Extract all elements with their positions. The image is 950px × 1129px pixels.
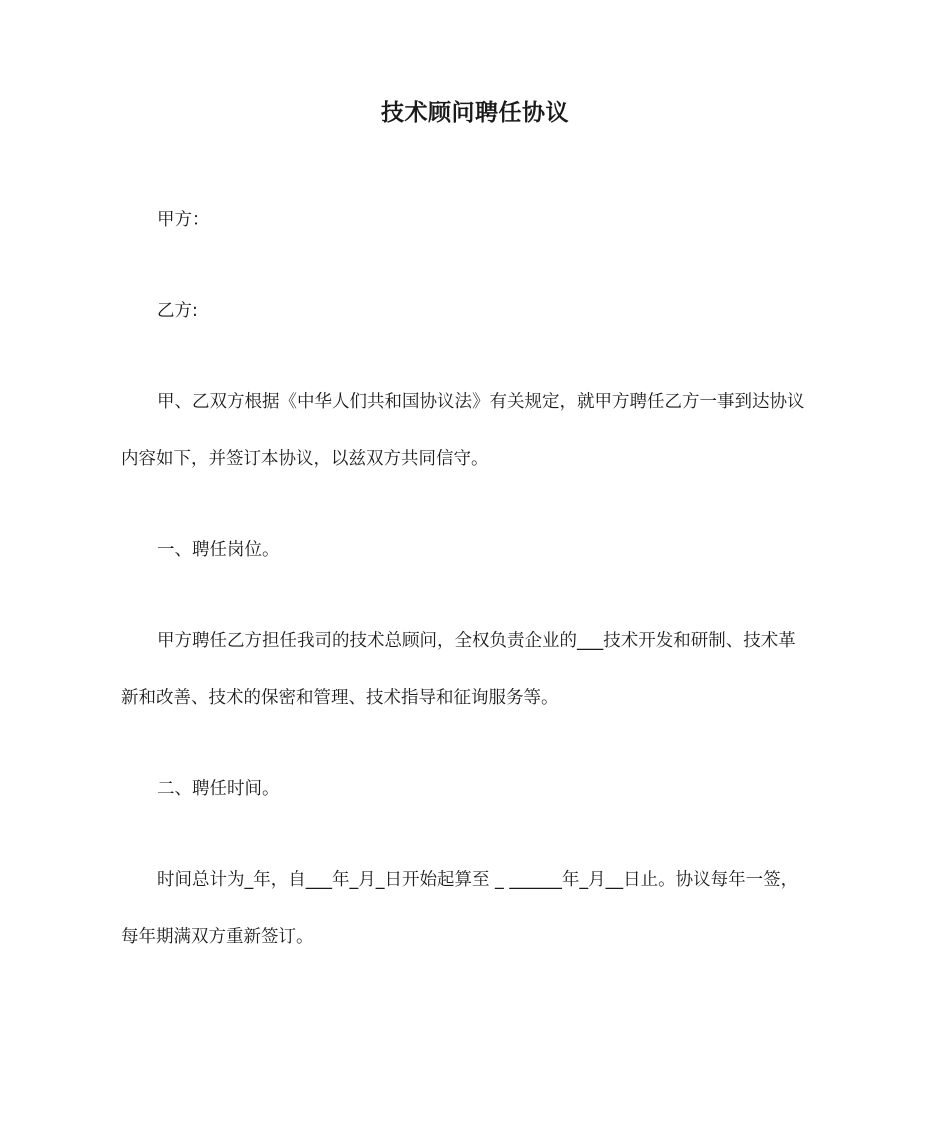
intro-paragraph-line-1: 甲、乙双方根据《中华人们共和国协议法》有关规定，就甲方聘任乙方一事到达协议 xyxy=(157,392,805,412)
party-a-label: 甲方： xyxy=(157,210,210,230)
intro-paragraph-line-2: 内容如下，并签订本协议，以兹双方共同信守。 xyxy=(121,449,489,469)
document-title: 技术顾问聘任协议 xyxy=(381,100,569,126)
section-2-paragraph-line-1: 时间总计为_年，自___年_月_日开始起算至 _ ______年_月__日止。协议每年一签， xyxy=(157,870,799,890)
party-b-label: 乙方: xyxy=(157,301,198,321)
section-1-heading: 一、聘任岗位。 xyxy=(157,540,280,560)
section-2-paragraph-line-2: 每年期满双方重新签订。 xyxy=(121,927,314,947)
section-1-paragraph-line-2: 新和改善、技术的保密和管理、技术指导和征询服务等。 xyxy=(121,688,559,708)
section-1-paragraph-line-1: 甲方聘任乙方担任我司的技术总顾问，全权负责企业的___技术开发和研制、技术革 xyxy=(157,631,796,651)
section-2-heading: 二、聘任时间。 xyxy=(157,779,280,799)
